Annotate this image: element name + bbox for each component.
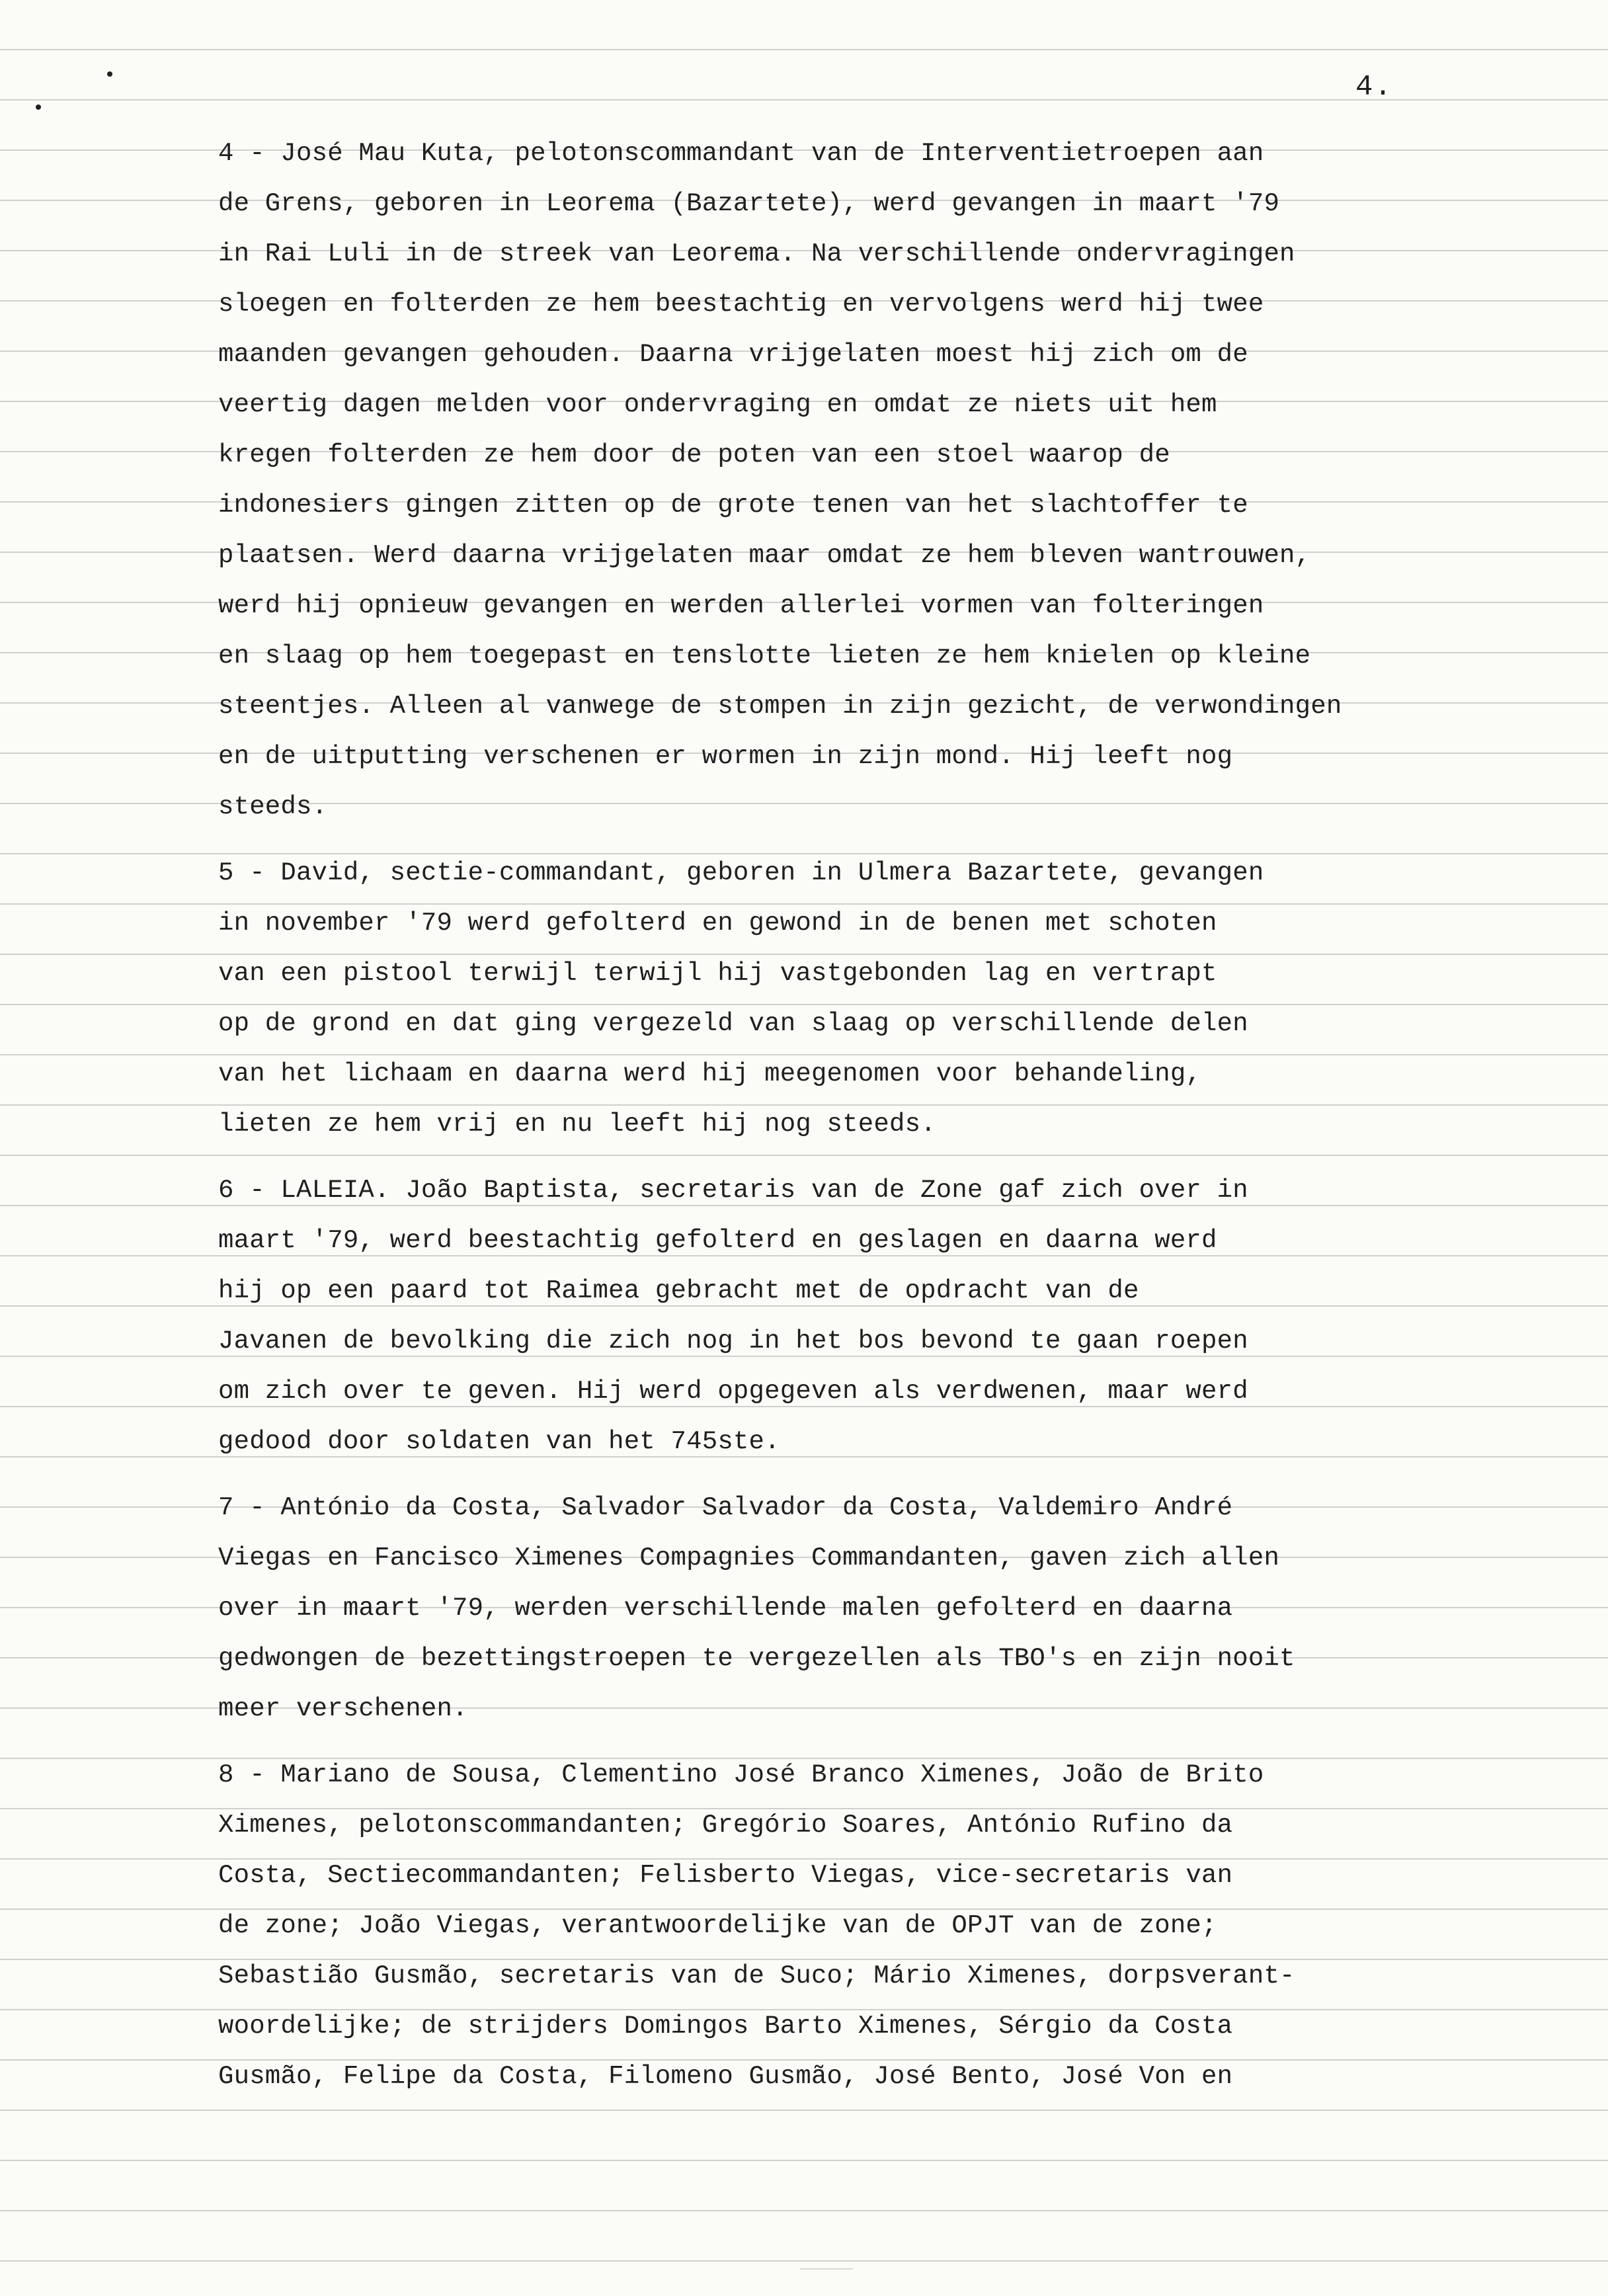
text-line: de Grens, geboren in Leorema (Bazartete), werd gevangen in maart '79: [218, 189, 1280, 218]
text-line: 7 - António da Costa, Salvador Salvador da Costa, Valdemiro André: [218, 1493, 1233, 1522]
document-body: [218, 128, 1508, 2102]
paragraph-gap: [218, 1734, 1508, 1750]
page-number: 4.: [1355, 71, 1393, 104]
text-line: Costa, Sectiecommandanten; Felisberto Viegas, vice-secretaris van: [218, 1861, 1233, 1890]
text-line: maart '79, werd beestachtig gefolterd en geslagen en daarna werd: [218, 1226, 1217, 1255]
paragraph-gap: [218, 1467, 1508, 1483]
text-line: in Rai Luli in de streek van Leorema. Na verschillende ondervragingen: [218, 239, 1295, 268]
paragraph-5: [218, 848, 1508, 1149]
text-line: over in maart '79, werden verschillende malen gefolterd en daarna: [218, 1594, 1233, 1623]
text-line: de zone; João Viegas, verantwoordelijke van de OPJT van de zone;: [218, 1911, 1217, 1940]
text-line: veertig dagen melden voor ondervraging en omdat ze niets uit hem: [218, 390, 1217, 419]
text-line: gedood door soldaten van het 745ste.: [218, 1427, 780, 1456]
text-line: woordelijke; de strijders Domingos Barto Ximenes, Sérgio da Costa: [218, 2012, 1233, 2041]
page-bottom-mark: [800, 2268, 853, 2270]
text-line: steentjes. Alleen al vanwege de stompen in zijn gezicht, de verwondingen: [218, 692, 1342, 721]
paragraph-7: [218, 1483, 1508, 1734]
text-line: gedwongen de bezettingstroepen te vergezellen als TBO's en zijn nooit: [218, 1644, 1295, 1673]
text-line: plaatsen. Werd daarna vrijgelaten maar omdat ze hem bleven wantrouwen,: [218, 541, 1311, 570]
text-line: Sebastião Gusmão, secretaris van de Suco; Mário Ximenes, dorpsverant-: [218, 1961, 1295, 1990]
paragraph-8: [218, 1750, 1508, 2102]
text-line: en de uitputting verschenen er wormen in zijn mond. Hij leeft nog: [218, 742, 1233, 771]
text-line: lieten ze hem vrij en nu leeft hij nog steeds.: [218, 1110, 936, 1139]
page-dot-mark: [107, 71, 112, 77]
text-line: van het lichaam en daarna werd hij meegenomen voor behandeling,: [218, 1059, 1202, 1088]
text-line: sloegen en folterden ze hem beestachtig en vervolgens werd hij twee: [218, 290, 1264, 319]
text-line: Javanen de bevolking die zich nog in het bos bevond te gaan roepen: [218, 1327, 1248, 1356]
text-line: 8 - Mariano de Sousa, Clementino José Branco Ximenes, João de Brito: [218, 1760, 1264, 1789]
text-line: meer verschenen.: [218, 1694, 468, 1723]
paragraph-gap: [218, 1149, 1508, 1165]
text-line: maanden gevangen gehouden. Daarna vrijgelaten moest hij zich om de: [218, 340, 1248, 369]
text-line: steeds.: [218, 792, 328, 821]
text-line: hij op een paard tot Raimea gebracht met de opdracht van de: [218, 1276, 1139, 1305]
text-line: Gusmão, Felipe da Costa, Filomeno Gusmão, José Bento, José Von en: [218, 2062, 1233, 2091]
text-line: 6 - LALEIA. João Baptista, secretaris van de Zone gaf zich over in: [218, 1176, 1248, 1205]
text-line: Viegas en Fancisco Ximenes Compagnies Commandanten, gaven zich allen: [218, 1543, 1280, 1573]
text-line: 4 - José Mau Kuta, pelotonscommandant van de Interventietroepen aan: [218, 139, 1264, 168]
text-line: kregen folterden ze hem door de poten van een stoel waarop de: [218, 440, 1170, 470]
text-line: 5 - David, sectie-commandant, geboren in Ulmera Bazartete, gevangen: [218, 858, 1264, 887]
paragraph-gap: [218, 832, 1508, 848]
text-line: van een pistool terwijl terwijl hij vastgebonden lag en vertrapt: [218, 959, 1217, 988]
text-line: indonesiers gingen zitten op de grote tenen van het slachtoffer te: [218, 491, 1248, 520]
page-dot-mark: [36, 104, 41, 110]
text-line: in november '79 werd gefolterd en gewond in de benen met schoten: [218, 909, 1217, 938]
paragraph-6: [218, 1165, 1508, 1467]
text-line: op de grond en dat ging vergezeld van slaag op verschillende delen: [218, 1009, 1248, 1038]
text-line: werd hij opnieuw gevangen en werden allerlei vormen van folteringen: [218, 591, 1264, 620]
text-line: Ximenes, pelotonscommandanten; Gregório Soares, António Rufino da: [218, 1811, 1233, 1840]
text-line: om zich over te geven. Hij werd opgegeven als verdwenen, maar werd: [218, 1377, 1248, 1406]
paragraph-4: [218, 128, 1508, 832]
text-line: en slaag op hem toegepast en tenslotte lieten ze hem knielen op kleine: [218, 641, 1311, 671]
